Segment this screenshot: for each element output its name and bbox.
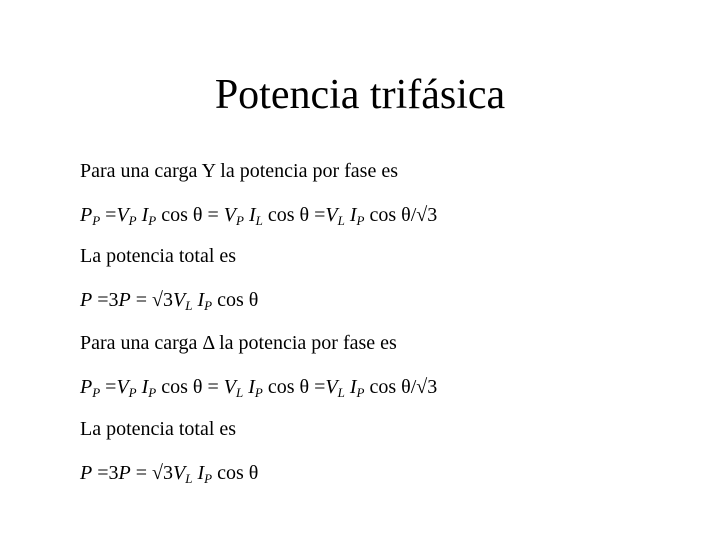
wye-total-label: La potencia total es [80, 245, 237, 267]
delta-total-power-equation: $P =3P = √3V_L$ $I_P$ cos θ [80, 462, 259, 486]
wye-intro-text: Para una carga Y la potencia por fase es [80, 160, 398, 182]
delta-total-label: La potencia total es [80, 418, 237, 440]
delta-intro-text: Para una carga Δ la potencia por fase es [80, 332, 397, 354]
wye-total-power-equation: $P =3P = √3V_L$ $I_P$ cos θ [80, 289, 259, 313]
slide-title: Potencia trifásica [214, 72, 506, 118]
delta-phase-power-equation: $P_P =V_P$ $I_P$ $\cos \theta = V_L$ $I_P$ $\cos \theta =V_L$ $I_P$ cos θ/√3 [80, 376, 438, 400]
wye-phase-power-equation: $P_P =V_P$ $I_P$ $\cos \theta = V_P$ $I_L$ $\cos \theta =V_L$ $I_P$ cos θ/√3 [80, 204, 438, 228]
